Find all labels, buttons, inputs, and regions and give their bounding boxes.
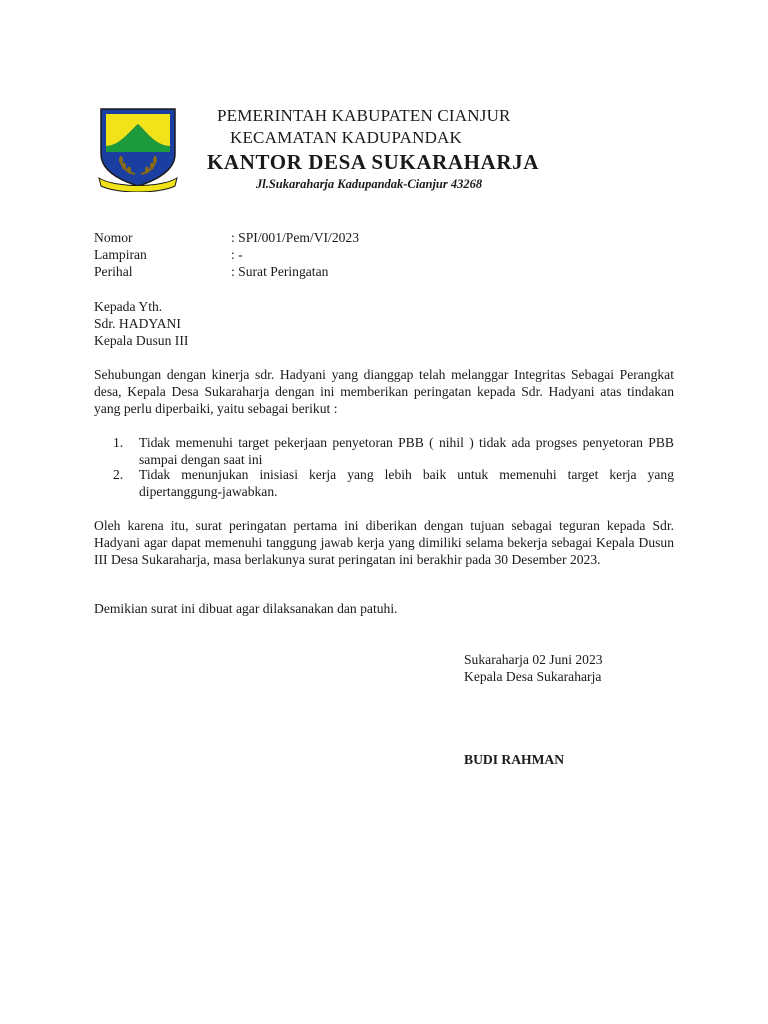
letterhead-office: KANTOR DESA SUKARAHARJA [207,150,539,174]
reference-value: : - [231,247,243,262]
reference-value: : Surat Peringatan [231,264,329,279]
letterhead-government: PEMERINTAH KABUPATEN CIANJUR [217,106,511,125]
body-final-sentence: Demikian surat ini dibuat agar dilaksanakan dan patuhi. [94,601,398,616]
reference-label: Nomor [94,230,133,245]
recipient-name: Sdr. HADYANI [94,316,181,331]
reference-label: Perihal [94,264,133,279]
signature-place-date: Sukaraharja 02 Juni 2023 [464,652,603,667]
regency-emblem-logo [95,106,181,192]
signature-name: BUDI RAHMAN [464,752,565,767]
reference-subject-row [94,264,494,281]
list-text: Tidak menunjukan inisiasi kerja yang lebih baik untuk memenuhi target kerja yang dipertanggung-jawabkan. [139,467,674,499]
reference-number-row [94,230,494,247]
list-number: 2. [113,467,124,482]
reference-value: : SPI/001/Pem/VI/2023 [231,230,360,245]
reference-label: Lampiran [94,247,147,262]
recipient-salutation: Kepada Yth. [94,299,163,314]
body-closing-paragraph: Oleh karena itu, surat peringatan pertama ini diberikan dengan tujuan sebagai teguran kepada Sdr. Hadyani agar dapat memenuhi tanggung jawab kerja yang dimiliki selama bekerja sebagai Kepala Dusun III Desa Sukaraharja, masa berlakunya surat peringatan ini berakhir pada 30 Desember 2023. [94,518,674,567]
reference-attachment-row [94,247,494,264]
signature-title: Kepala Desa Sukaraharja [464,669,602,684]
body-intro-paragraph: Sehubungan dengan kinerja sdr. Hadyani yang dianggap telah melanggar Integritas Sebagai Perangkat desa, Kepala Desa Sukaraharja dengan ini memberikan peringatan kepada Sdr. Hadyani atas tindakan yang perlu diperbaiki, yaitu sebagai berikut : [94,367,674,416]
letterhead-district: KECAMATAN KADUPANDAK [230,128,462,147]
list-number: 1. [113,435,124,450]
recipient-position: Kepala Dusun III [94,333,189,348]
letterhead-address: Jl.Sukaraharja Kadupandak-Cianjur 43268 [256,177,483,191]
list-text: Tidak memenuhi target pekerjaan penyetoran PBB ( nihil ) tidak ada progses penyetoran PBB sampai dengan saat ini [139,435,674,467]
